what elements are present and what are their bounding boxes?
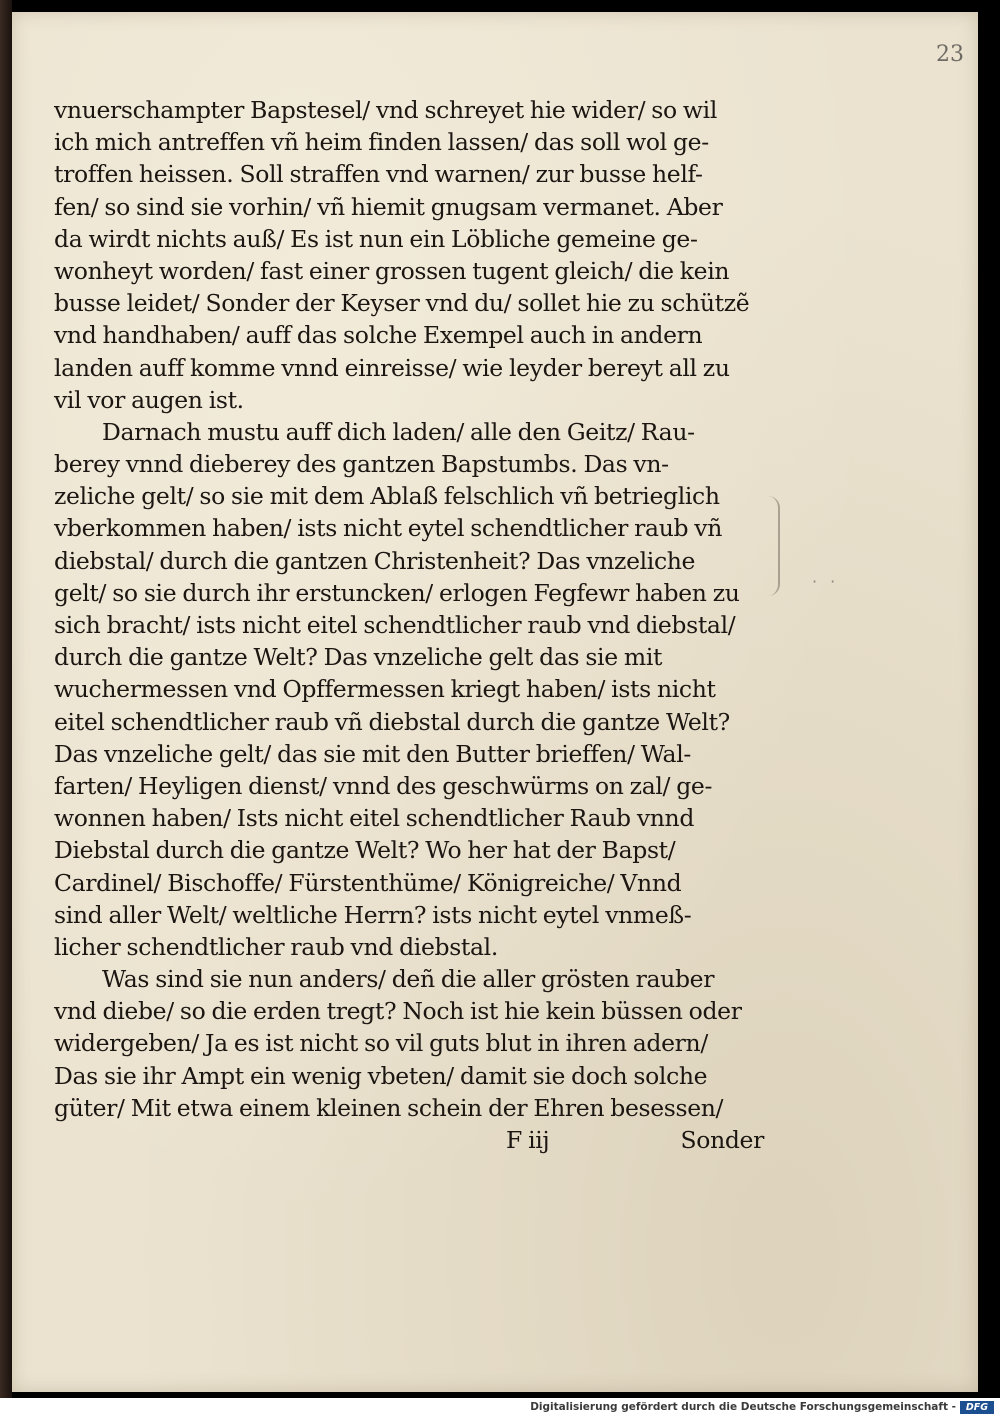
text-line: vil vor augen ist.: [54, 385, 244, 414]
text-line: güter/ Mit etwa einem kleinen schein der Ehren besessen/: [54, 1093, 724, 1122]
text-line: wonnen haben/ Ists nicht eitel schendtlicher Raub vnnd: [54, 804, 695, 833]
text-line: fen/ so sind sie vorhin/ vñ hiemit gnugsam vermanet. Aber: [54, 192, 723, 221]
text-line: vberkommen haben/ ists nicht eytel schendtlicher raub vñ: [54, 514, 723, 543]
signature-line: [54, 1124, 774, 1156]
text-line: vnuerschampter Bapstesel/ vnd schreyet hie wider/ so wil: [54, 96, 718, 124]
text-line: wuchermessen vnd Opffermessen kriegt haben/ ists nicht: [54, 675, 716, 704]
text-line: troffen heissen. Soll straffen vnd warnen/ zur busse helf-: [54, 160, 703, 189]
text-line: durch die gantze Welt? Das vnzeliche gelt das sie mit: [54, 643, 663, 672]
page-text: [54, 94, 774, 1156]
text-line: Diebstal durch die gantze Welt? Wo her hat der Bapst/: [54, 836, 676, 865]
text-line: busse leidet/ Sonder der Keyser vnd du/ sollet hie zu schützẽ: [54, 289, 750, 318]
margin-dots: · ·: [812, 572, 840, 591]
margin-bracket-mark: [764, 496, 780, 596]
dfg-logo: DFG: [960, 1401, 994, 1414]
text-line-paragraph-start: Was sind sie nun anders/ deñ die aller grösten rauber: [102, 965, 715, 994]
text-line: Das sie ihr Ampt ein wenig vbeten/ damit sie doch solche: [54, 1061, 708, 1090]
text-line: vnd handhaben/ auff das solche Exempel auch in andern: [54, 321, 703, 350]
digitization-footer: [0, 1398, 1000, 1418]
text-line: diebstal/ durch die gantzen Christenheit? Das vnzeliche: [54, 546, 696, 575]
text-line: licher schendtlicher raub vnd diebstal.: [54, 932, 498, 961]
text-line: gelt/ so sie durch ihr erstuncken/ erlogen Fegfewr haben zu: [54, 578, 740, 607]
text-line: Das vnzeliche gelt/ das sie mit den Butter brieffen/ Wal-: [54, 739, 691, 768]
text-line: eitel schendtlicher raub vñ diebstal durch die gantze Welt?: [54, 707, 730, 736]
text-line: ich mich antreffen vñ heim finden lassen/ das soll wol ge-: [54, 128, 709, 157]
text-line: Cardinel/ Bischoffe/ Fürstenthüme/ Königreiche/ Vnnd: [54, 868, 682, 897]
text-line: widergeben/ Ja es ist nicht so vil guts blut in ihren adern/: [54, 1029, 708, 1058]
catchword: Sonder: [680, 1126, 764, 1154]
book-edge: [0, 0, 12, 1398]
signature-mark: F iij: [506, 1126, 550, 1154]
text-line: da wirdt nichts auß/ Es ist nun ein Löbliche gemeine ge-: [54, 224, 698, 253]
folio-number: 23: [936, 42, 964, 67]
text-line: berey vnnd dieberey des gantzen Bapstumbs. Das vn-: [54, 450, 669, 479]
text-line: wonheyt worden/ fast einer grossen tugent gleich/ die kein: [54, 256, 730, 285]
text-line: sich bracht/ ists nicht eitel schendtlicher raub vnd diebstal/: [54, 611, 736, 639]
text-line-paragraph-start: Darnach mustu auff dich laden/ alle den Geitz/ Rau-: [102, 417, 695, 446]
text-line: sind aller Welt/ weltliche Herrn? ists nicht eytel vnmeß-: [54, 900, 692, 929]
text-line: landen auff komme vnnd einreisse/ wie leyder bereyt all zu: [54, 353, 730, 382]
book-page: [12, 12, 978, 1392]
text-line: vnd diebe/ so die erden tregt? Noch ist hie kein büssen oder: [54, 997, 742, 1026]
text-line: farten/ Heyligen dienst/ vnnd des geschwürms on zal/ ge-: [54, 771, 713, 800]
text-line: zeliche gelt/ so sie mit dem Ablaß felschlich vñ betrieglich: [54, 482, 720, 511]
funding-credit: Digitalisierung gefördert durch die Deutsche Forschungsgemeinschaft -: [530, 1401, 956, 1413]
